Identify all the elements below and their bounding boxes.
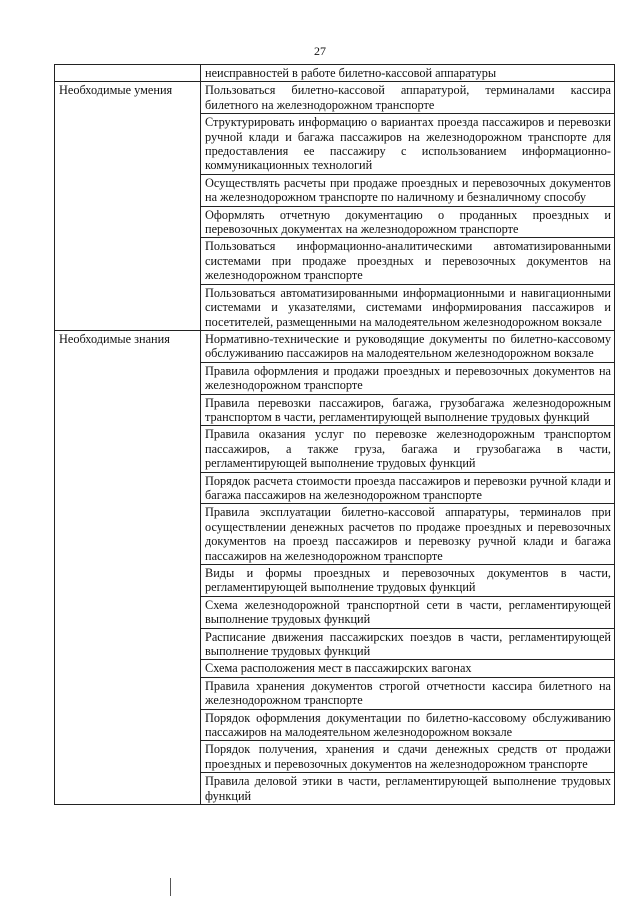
requirements-table-body bbox=[55, 65, 615, 805]
table-row bbox=[55, 82, 615, 114]
knowledge-item: Схема железнодорожной транспортной сети в части, регламентирующей выполнение трудовых функций bbox=[201, 596, 615, 628]
skills-item: Осуществлять расчеты при продаже проездных и перевозочных документов на железнодорожном транспорте по наличному и безналичному способу bbox=[201, 174, 615, 206]
table-row bbox=[55, 330, 615, 362]
knowledge-item: Порядок получения, хранения и сдачи денежных средств от продажи проездных и перевозочных документов на железнодорожном транспорте bbox=[201, 741, 615, 773]
skills-item: Пользоваться билетно-кассовой аппаратурой, терминалами кассира билетного на железнодорожном транспорте bbox=[201, 82, 615, 114]
knowledge-item: Правила перевозки пассажиров, багажа, грузобагажа железнодорожным транспортом в части, регламентирующей выполнение трудовых функций bbox=[201, 394, 615, 426]
page-number: 27 bbox=[314, 44, 326, 58]
knowledge-item: Правила оформления и продажи проездных и перевозочных документов на железнодорожном транспорте bbox=[201, 362, 615, 394]
knowledge-item: Правила деловой этики в части, регламентирующей выполнение трудовых функций bbox=[201, 773, 615, 805]
margin-mark bbox=[170, 878, 171, 896]
skills-label: Необходимые умения bbox=[55, 82, 201, 331]
table-row bbox=[55, 65, 615, 82]
skills-item: Пользоваться информационно-аналитическими автоматизированными системами при продаже проездных и перевозочных документов на железнодорожном транспорте bbox=[201, 238, 615, 284]
table-label-cell bbox=[55, 65, 201, 82]
knowledge-item: Расписание движения пассажирских поездов в части, регламентирующей выполнение трудовых функций bbox=[201, 628, 615, 660]
knowledge-item: Правила оказания услуг по перевозке железнодорожным транспортом пассажиров, а также груза, багажа и грузобагажа в части, регламентирующей выполнение трудовых функций bbox=[201, 426, 615, 472]
knowledge-item: Нормативно-технические и руководящие документы по билетно-кассовому обслуживанию пассажиров на малодеятельном железнодорожном вокзале bbox=[201, 330, 615, 362]
knowledge-item: Правила хранения документов строгой отчетности кассира билетного на железнодорожном транспорте bbox=[201, 677, 615, 709]
knowledge-item: Схема расположения мест в пассажирских вагонах bbox=[201, 660, 615, 677]
skills-item: Структурировать информацию о вариантах проезда пассажиров и перевозки ручной клади и багажа пассажиров на железнодорожном транспорте для предоставления ее пассажиру с использованием информационно-коммуникационных технологий bbox=[201, 114, 615, 175]
knowledge-item: Правила эксплуатации билетно-кассовой аппаратуры, терминалов при осуществлении денежных расчетов по продаже проездных и перевозочных документов на проезд пассажиров и перевозку ручной клади и багажа пассажиров на железнодорожном транспорте bbox=[201, 504, 615, 565]
knowledge-item: Порядок оформления документации по билетно-кассовому обслуживанию пассажиров на малодеятельном железнодорожном вокзале bbox=[201, 709, 615, 741]
skills-item: Оформлять отчетную документацию о проданных проездных и перевозочных документах на железнодорожном транспорте bbox=[201, 206, 615, 238]
requirements-table bbox=[54, 64, 615, 805]
skills-item: Пользоваться автоматизированными информационными и навигационными системами и указателями, системами информирования пассажиров и посетителей, размещенными на малодеятельном железнодорожном вокзале bbox=[201, 284, 615, 330]
knowledge-item: Порядок расчета стоимости проезда пассажиров и перевозки ручной клади и багажа пассажиров на железнодорожном транспорте bbox=[201, 472, 615, 504]
knowledge-item: Виды и формы проездных и перевозочных документов в части, регламентирующей выполнение трудовых функций bbox=[201, 565, 615, 597]
knowledge-label: Необходимые знания bbox=[55, 330, 201, 804]
table-cell: неисправностей в работе билетно-кассовой аппаратуры bbox=[201, 65, 615, 82]
